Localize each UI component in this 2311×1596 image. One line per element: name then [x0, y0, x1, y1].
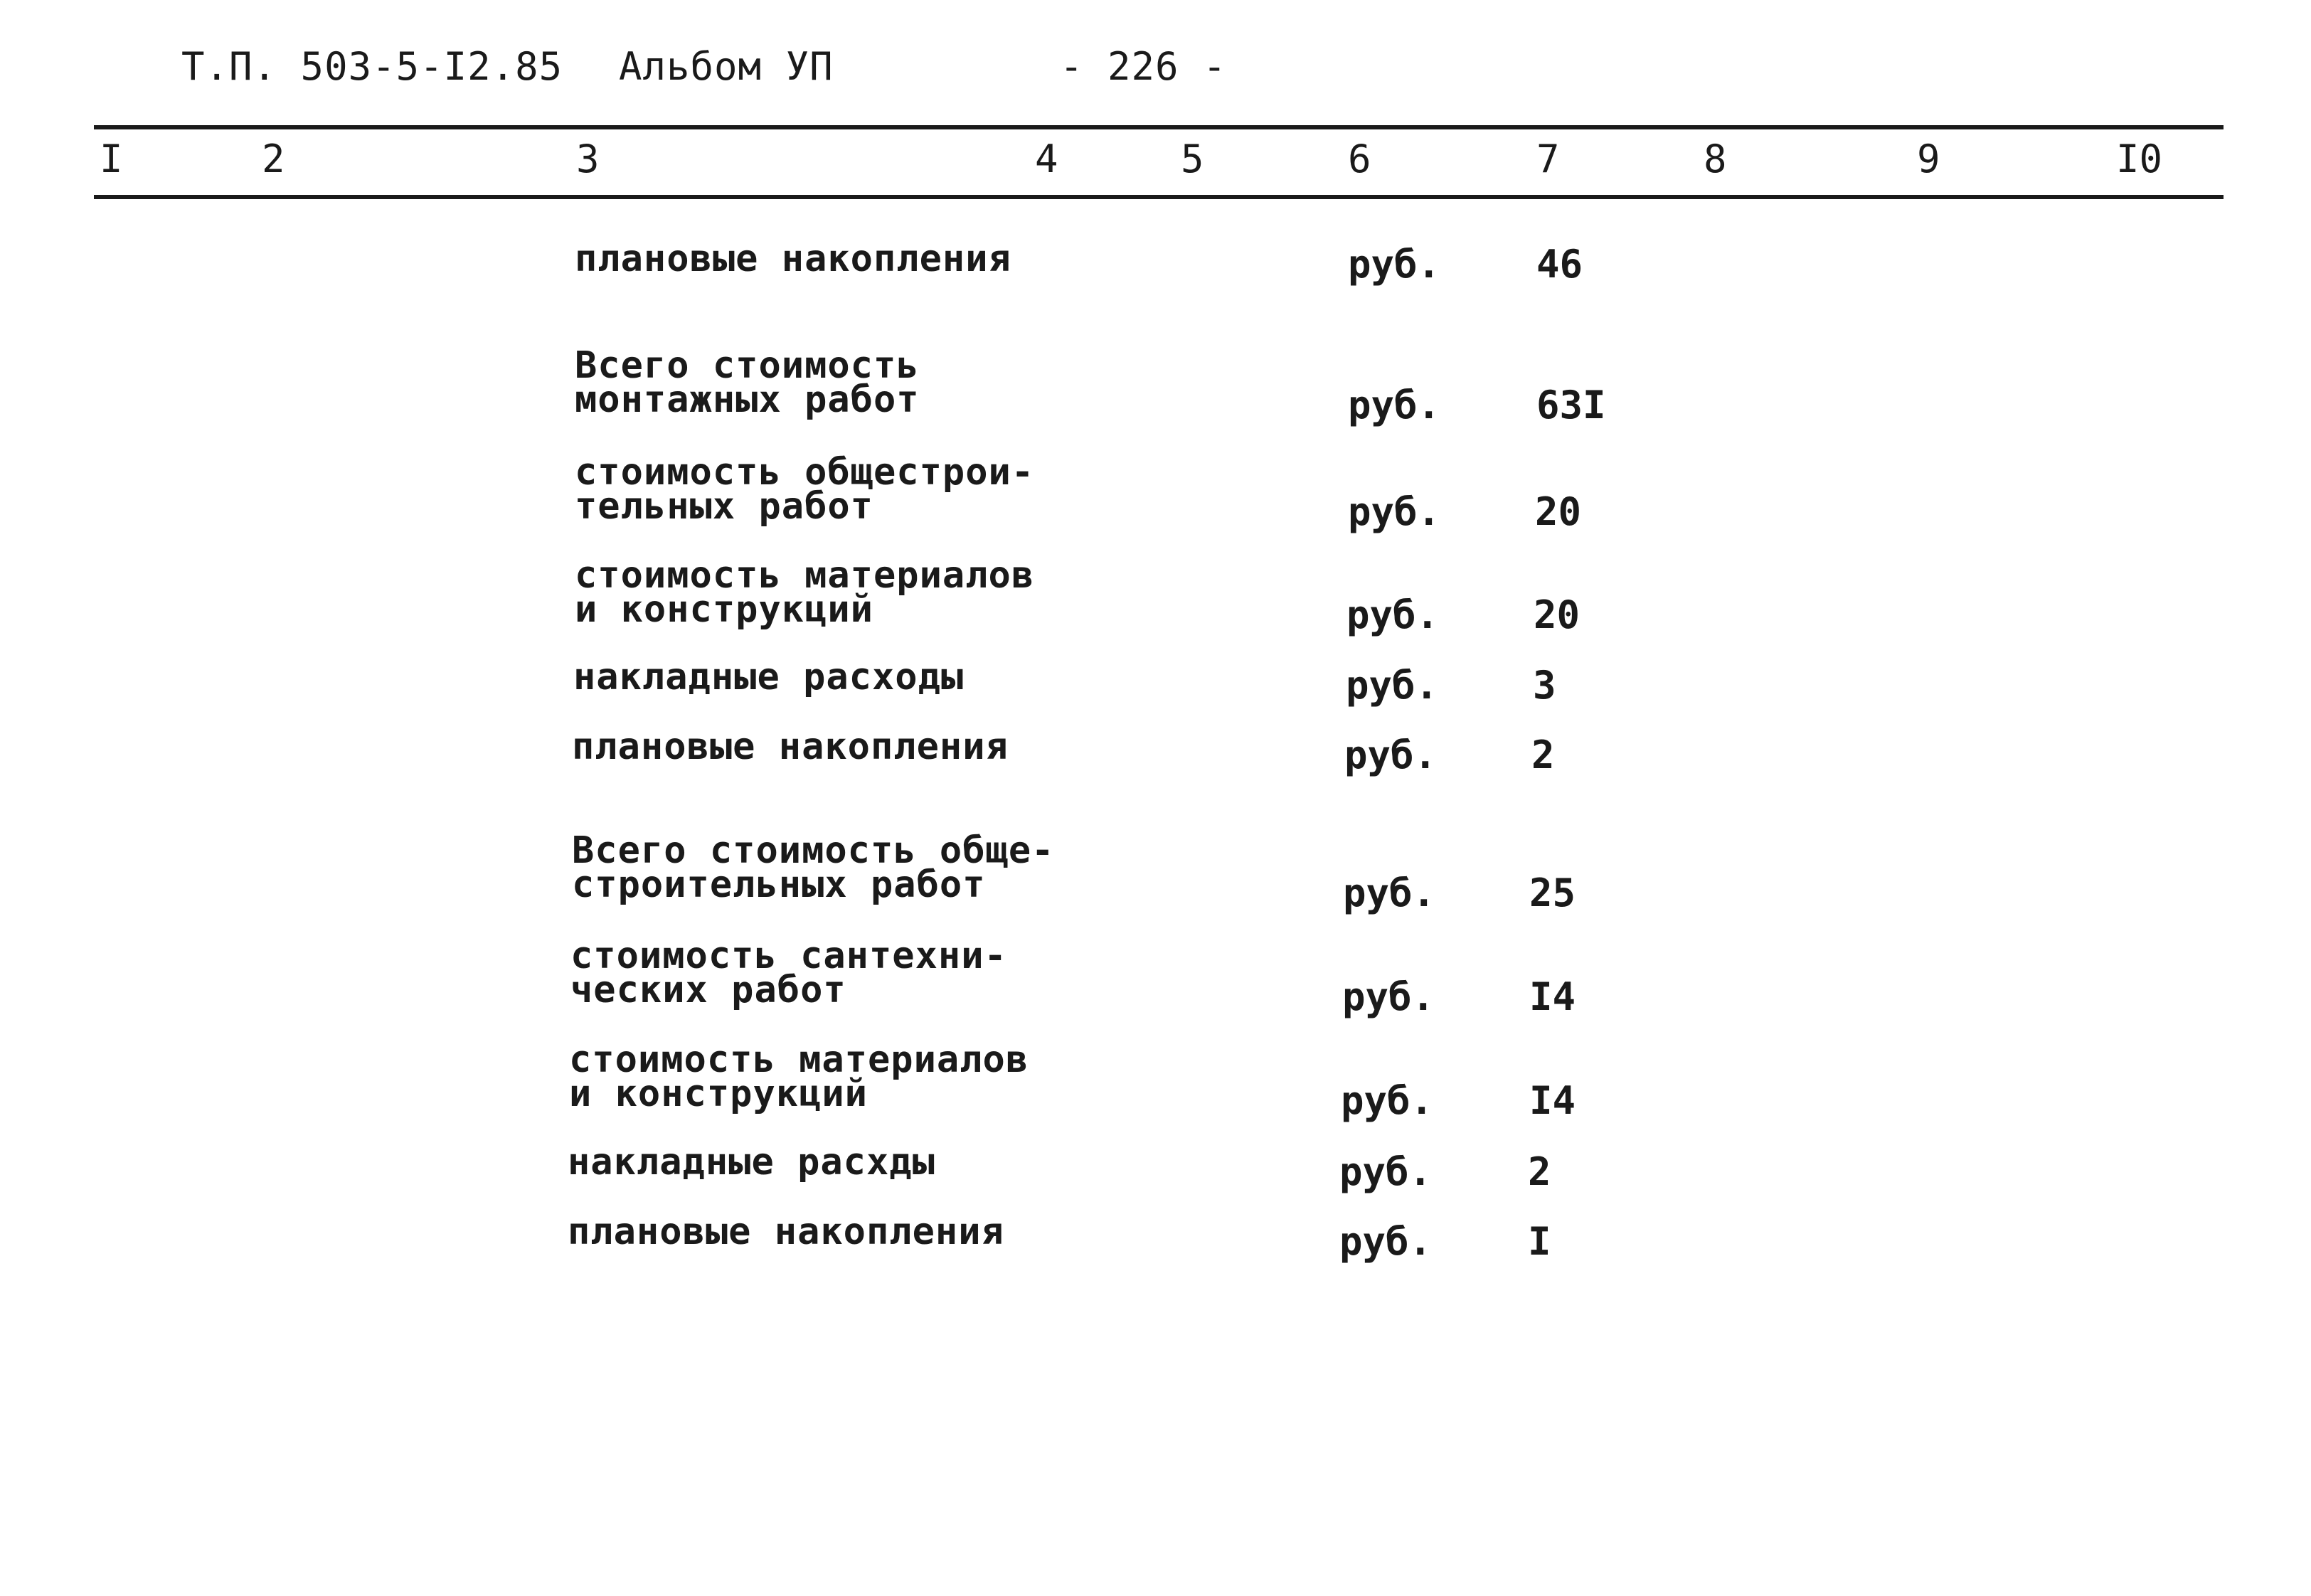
row-description: стоимость материалов и конструкций: [575, 554, 1035, 631]
row-description: стоимость материалов и конструкций: [569, 1038, 1029, 1115]
column-number-8: 8: [1704, 137, 1727, 181]
row-description: плановые накопления: [572, 725, 1009, 768]
column-number-9: 9: [1917, 137, 1940, 181]
row-description: накладные расходы: [573, 656, 965, 698]
column-number-10: I0: [2116, 137, 2163, 181]
album-label: Альбом УП: [619, 44, 834, 89]
row-unit: руб.: [1339, 1219, 1433, 1264]
column-number-3: 3: [576, 137, 600, 181]
row-description: плановые накопления: [575, 238, 1011, 280]
row-value: 2: [1531, 733, 1555, 777]
row-unit: руб.: [1344, 733, 1438, 777]
row-value: 46: [1536, 242, 1583, 287]
row-value: 2: [1528, 1149, 1551, 1194]
document-code: Т.П. 503-5-I2.85: [181, 44, 563, 89]
row-value: 63I: [1536, 383, 1606, 427]
table-header-rule: [94, 195, 2224, 199]
column-number-2: 2: [262, 137, 285, 181]
row-value: I4: [1529, 1078, 1576, 1123]
column-number-4: 4: [1035, 137, 1058, 181]
column-number-6: 6: [1348, 137, 1371, 181]
row-unit: руб.: [1341, 1078, 1434, 1123]
row-value: 3: [1533, 663, 1556, 708]
row-description: стоимость общестрои- тельных работ: [575, 451, 1035, 528]
table-top-rule: [94, 125, 2224, 129]
page-number: - 226 -: [1060, 44, 1227, 89]
row-description: накладные расхды: [568, 1141, 935, 1183]
row-unit: руб.: [1339, 1149, 1433, 1194]
row-unit: руб.: [1348, 489, 1441, 534]
row-description: Всего стоимость монтажных работ: [575, 344, 920, 421]
row-description: Всего стоимость обще- строительных работ: [572, 829, 1055, 906]
row-value: 20: [1534, 592, 1580, 637]
column-number-1: I: [100, 137, 123, 181]
column-number-5: 5: [1181, 137, 1204, 181]
row-unit: руб.: [1346, 592, 1440, 637]
row-value: 25: [1529, 871, 1576, 915]
row-unit: руб.: [1342, 974, 1435, 1019]
row-description: плановые накопления: [568, 1211, 1004, 1253]
row-unit: руб.: [1346, 663, 1439, 708]
row-value: 20: [1535, 489, 1582, 534]
column-number-7: 7: [1536, 137, 1560, 181]
row-unit: руб.: [1348, 383, 1441, 427]
row-unit: руб.: [1348, 242, 1441, 287]
row-unit: руб.: [1343, 871, 1436, 915]
row-value: I4: [1529, 974, 1576, 1019]
row-description: стоимость сантехни- ческих работ: [570, 935, 1007, 1011]
row-value: I: [1528, 1219, 1551, 1264]
